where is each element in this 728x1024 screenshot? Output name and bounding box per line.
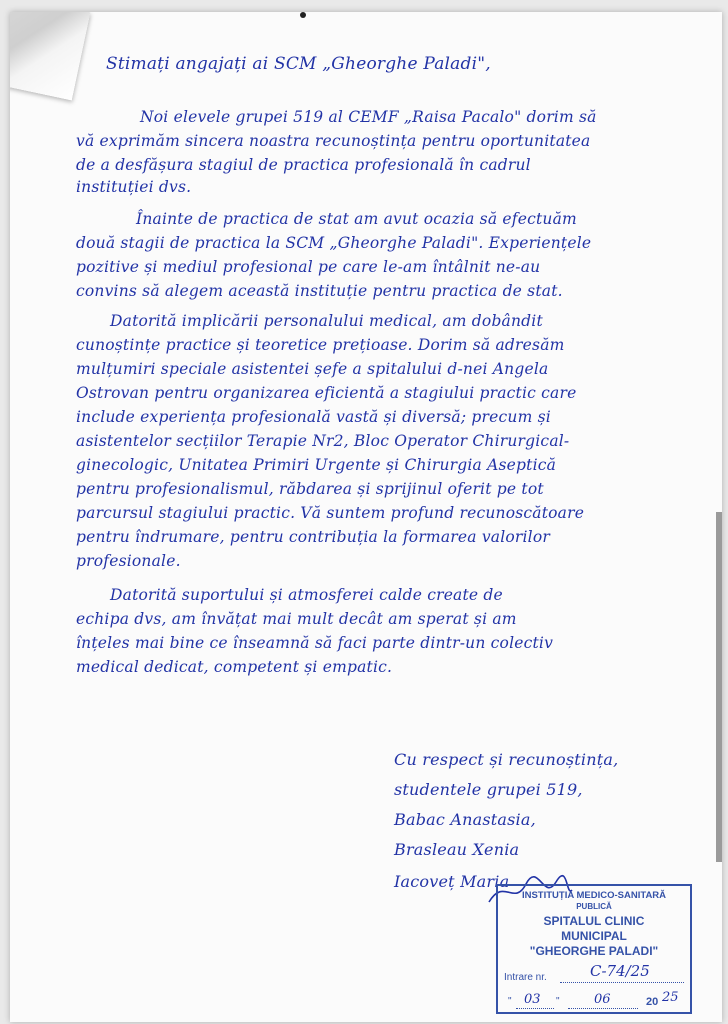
letter-line: Înainte de practica de stat am avut ocazia să efectuăm (136, 210, 577, 228)
signature-name: Brasleau Xenia (394, 840, 520, 859)
stamp-entry-rule (560, 982, 684, 983)
stamp-entry-number: C-74/25 (590, 962, 650, 980)
letter-line: Noi elevele grupei 519 al CEMF „Raisa Pacalo" dorim să (140, 108, 597, 126)
stamp-quote-mark: " (556, 996, 560, 1007)
letter-line: profesionale. (76, 552, 181, 570)
stamp-entry-label: Intrare nr. (504, 972, 547, 983)
letter-line: parcursul stagiului practic. Vă suntem profund recunoscătoare (76, 504, 585, 522)
letter-line: medical dedicat, competent și empatic. (76, 658, 393, 676)
punch-mark (300, 12, 306, 18)
closing-line: studentele grupei 519, (394, 780, 583, 799)
registration-stamp (496, 884, 692, 1014)
letter-line: Ostrovan pentru organizarea eficientă a stagiului practic care (76, 384, 577, 402)
letter-line: ginecologic, Unitatea Primiri Urgente și Chirurgia Aseptică (76, 456, 557, 474)
stamp-year-suffix: 25 (662, 990, 679, 1005)
letter-greeting: Stimați angajați ai SCM „Gheorghe Paladi", (106, 54, 491, 74)
letter-line: înțeles mai bine ce înseamnă să faci parte dintr-un colectiv (76, 634, 554, 652)
letter-line: două stagii de practica la SCM „Gheorghe Paladi". Experiențele (76, 234, 592, 252)
stamp-day-rule (516, 1008, 554, 1009)
stamp-month: 06 (594, 992, 611, 1007)
letter-line: include experiența profesională vastă și diversă; precum și (76, 408, 551, 426)
folded-corner (10, 12, 90, 100)
letter-line: vă exprimăm sincera noastra recunoștința pentru oportunitatea (76, 132, 591, 150)
stamp-year-prefix: 20 (646, 996, 659, 1008)
letter-line: cunoștințe practice și teoretice prețioase. Dorim să adresăm (76, 336, 565, 354)
stamp-day: 03 (524, 992, 541, 1007)
letter-line: asistentelor secțiilor Terapie Nr2, Bloc Operator Chirurgical- (76, 432, 570, 450)
stamp-municipal: MUNICIPAL (561, 929, 627, 943)
letter-line: Datorită implicării personalului medical, am dobândit (110, 312, 543, 330)
page-edge-shadow (716, 512, 722, 862)
letter-line: pentru îndrumare, pentru contribuția la formarea valorilor (76, 528, 550, 546)
letter-line: instituției dvs. (76, 178, 192, 196)
letter-line: Datorită suportului și atmosferei calde create de (110, 586, 503, 604)
letter-line: de a desfășura stagiul de practica profesională în cadrul (76, 156, 531, 174)
stamp-month-rule (568, 1008, 638, 1009)
closing-line: Babac Anastasia, (394, 810, 536, 829)
letter-line: echipa dvs, am învățat mai mult decât am sperat și am (76, 610, 517, 628)
signature-name: Iacoveț Maria (394, 872, 510, 891)
stamp-institution: INSTITUȚIA MEDICO-SANITARĂ (521, 890, 667, 901)
stamp-quote-mark: " (508, 996, 512, 1007)
closing-line: Cu respect și recunoștința, (394, 750, 619, 769)
stamp-hospital: SPITALUL CLINIC (543, 914, 645, 928)
letter-line: pentru profesionalismul, răbdarea și sprijinul oferit pe tot (76, 480, 544, 498)
letter-page (10, 12, 722, 1022)
stamp-public: PUBLICĂ (576, 902, 612, 911)
stamp-hospital-name: "GHEORGHE PALADI" (529, 944, 659, 958)
letter-line: pozitive și mediul profesional pe care le-am întâlnit ne-au (76, 258, 541, 276)
letter-line: convins să alegem această instituție pentru practica de stat. (76, 282, 563, 300)
letter-line: mulțumiri speciale asistentei șefe a spitalului d-nei Angela (76, 360, 549, 378)
